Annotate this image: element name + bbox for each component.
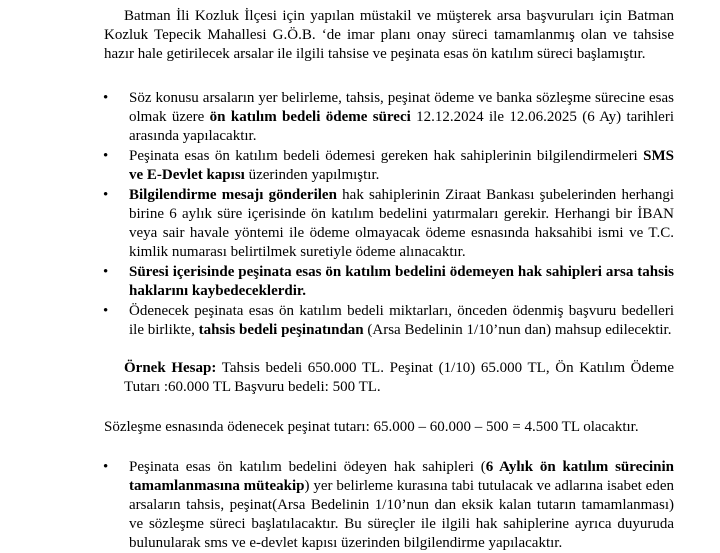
list-item-text: Peşinata esas ön katılım bedelini ödeyen hak sahipleri ( xyxy=(129,459,486,475)
list-item-emphasis: tahsis bedeli peşinatından xyxy=(198,322,364,338)
example-calculation xyxy=(124,359,674,397)
list-item-text: Söz konusu arsaların yer belirleme, tahsis, peşinat ödeme ve banka sözleşme sürecine esas olmak üzere xyxy=(129,90,674,125)
info-bullet-list xyxy=(98,89,674,340)
list-item-text: 12.12.2024 ile 12.06.2025 (6 Ay) tarihleri arasında yapılacaktır. xyxy=(129,109,674,144)
list-item-text: (Arsa Bedelinin 1/10’nun dan) mahsup edilecektir. xyxy=(363,322,672,338)
list-item-emphasis: 6 Aylık ön katılım sürecinin tamamlanmasına müteakip xyxy=(129,459,674,494)
list-item xyxy=(103,302,674,340)
example-label: Örnek Hesap: xyxy=(124,360,217,376)
bullet-icon: • xyxy=(103,90,109,106)
list-item-text: ) yer belirleme kurasına tabi tutulacak ve adlarına isabet eden arsaların tahsis, peşinat(Arsa Bedelinin 1/10’nun dan eksik kalan tutarın tamamlanması) ve sözleşme süreci başlatılacaktır. Bu süreçler ile ilgili hak sahiplerine ayrıca duyuruda bulunularak sms ve e-devlet kapısı üzerinden bilgilendirme yapılacaktır. xyxy=(129,478,674,551)
intro-paragraph: Batman İli Kozluk İlçesi için yapılan müstakil ve müşterek arsa başvuruları için Batman Kozluk Tepecik Mahallesi G.Ö.B. ‘de imar planı onay süreci tamamlanmış olan ve tahsise hazır hale getirilecek arsalar ile ilgili tahsise ve peşinata esas ön katılım süreci başlamıştır. xyxy=(104,8,674,62)
total-down-payment: Sözleşme esnasında ödenecek peşinat tutarı: 65.000 – 60.000 – 500 = 4.500 TL olacaktır. xyxy=(104,419,639,435)
list-item-text: üzerinden yapılmıştır. xyxy=(244,167,380,183)
bullet-icon: • xyxy=(103,148,109,164)
bullet-icon: • xyxy=(103,459,109,475)
list-item-emphasis: SMS ve E-Devlet kapısı xyxy=(129,148,674,183)
list-item xyxy=(103,458,674,553)
list-item-emphasis: ön katılım bedeli ödeme süreci xyxy=(209,109,411,125)
example-text: Tahsis bedeli 650.000 TL. Peşinat (1/10) 65.000 TL, Ön Katılım Ödeme Tutarı :60.000 TL Başvuru bedeli: 500 TL. xyxy=(124,360,674,395)
list-item xyxy=(103,263,674,301)
bullet-icon: • xyxy=(103,303,109,319)
list-item xyxy=(103,147,674,185)
list-item-emphasis: Süresi içerisinde peşinata esas ön katılım bedelini ödemeyen hak sahipleri arsa tahsis haklarını kaybedeceklerdir. xyxy=(129,264,674,299)
bullet-icon: • xyxy=(103,264,109,280)
list-item xyxy=(103,89,674,146)
bullet-icon: • xyxy=(103,187,109,203)
final-bullet-list xyxy=(98,458,674,553)
list-item-emphasis: Bilgilendirme mesajı gönderilen xyxy=(129,187,337,203)
list-item-text: hak sahiplerinin Ziraat Bankası şubelerinden herhangi birine 6 aylık süre içerisinde ön katılım bedelini yatırmaları gerekir. Herhangi bir İBAN veya sair havale yöntemi ile ödeme olmayacak ödeme esnasında haksahibi ismi ve T.C. kimlik numarası belirtilmek suretiyle ödeme alınacaktır. xyxy=(129,187,675,260)
list-item-text: Peşinata esas ön katılım bedeli ödemesi gereken hak sahiplerinin bilgilendirmeleri xyxy=(129,148,644,164)
list-item xyxy=(103,186,675,262)
list-item-text: Ödenecek peşinata esas ön katılım bedeli miktarları, önceden ödenmiş başvuru bedelleri ile birlikte, xyxy=(129,303,674,338)
